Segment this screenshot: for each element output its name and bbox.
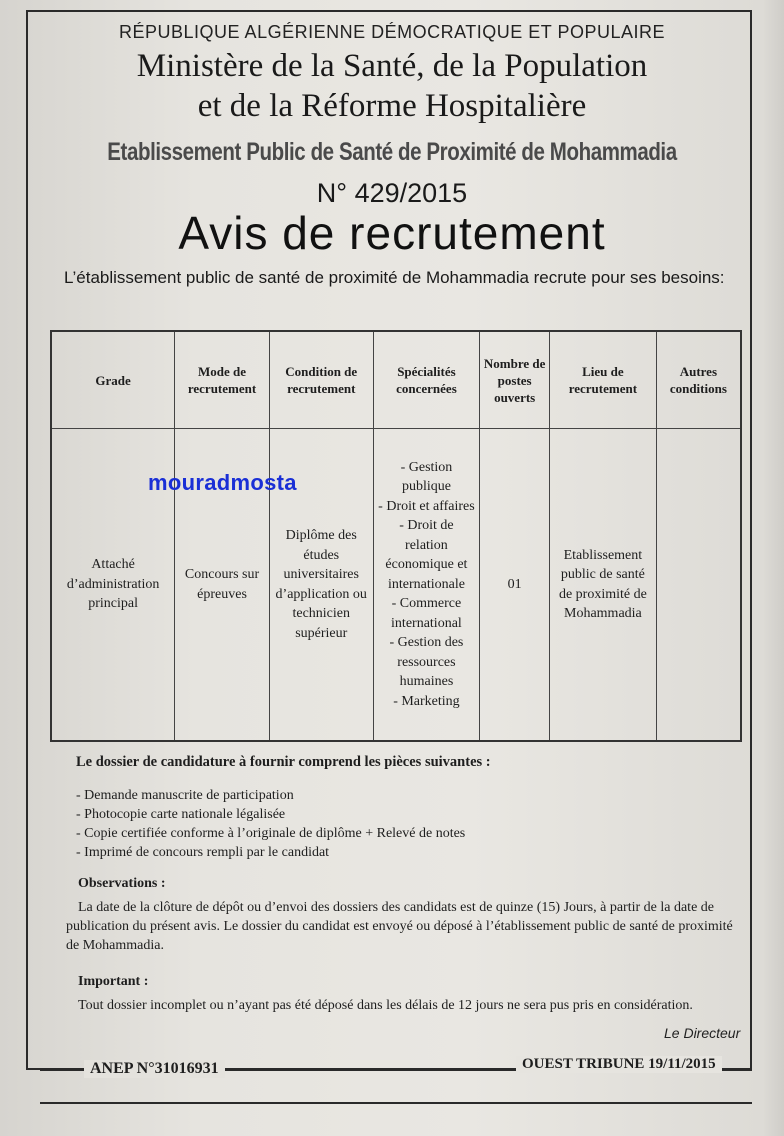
cell-nombre: 01	[480, 429, 550, 742]
observations-text: La date de la clôture de dépôt ou d’envoi des dossiers des candidats est de quinze (15) Jours, à partir de la date de publication du présent avis. Le dossier du candidat est envoyé ou déposé à l’établissement public de santé de proximité de Mohammadia.	[66, 900, 733, 953]
cell-condition: Diplôme des études universitaires d’application ou technicien supérieur	[269, 429, 373, 742]
watermark-text: mouradmosta	[148, 470, 297, 495]
specialite-item: - Marketing	[393, 693, 460, 709]
dossier-list	[76, 786, 766, 862]
recruitment-table	[50, 330, 742, 742]
establishment-heading: Etablissement Public de Santé de Proximité de Mohammadia	[107, 138, 677, 166]
cell-specialites	[373, 429, 480, 742]
header-mode: Mode de recrutement	[175, 331, 270, 429]
dossier-heading: Le dossier de candidature à fournir comprend les pièces suivantes :	[76, 754, 491, 770]
notice-title: Avis de recrutement	[178, 207, 606, 259]
list-item: - Photocopie carte nationale légalisée	[76, 807, 286, 822]
specialite-item: - Droit et affaires	[378, 498, 475, 514]
cell-mode: Concours sur épreuves	[175, 429, 270, 742]
notice-number: N° 429/2015	[316, 178, 468, 208]
newspaper-credit: OUEST TRIBUNE 19/11/2015	[516, 1056, 722, 1073]
page-edge-shadow	[764, 0, 784, 1136]
specialite-item: - Gestion publique	[400, 459, 453, 495]
republic-heading: RÉPUBLIQUE ALGÉRIENNE DÉMOCRATIQUE ET POPULAIRE	[119, 22, 665, 42]
important-heading: Important :	[78, 974, 149, 989]
observations-heading: Observations :	[78, 876, 166, 891]
intro-paragraph: L’établissement public de santé de proximité de Mohammadia recrute pour ses besoins:	[64, 268, 725, 287]
cell-grade: Attaché d’administration principal	[51, 429, 175, 742]
header-autres: Autres conditions	[656, 331, 741, 429]
specialite-item: - Gestion des ressources humaines	[389, 635, 464, 690]
specialite-item: - Droit de relation économique et internationale	[385, 518, 468, 592]
header-condition: Condition de recrutement	[269, 331, 373, 429]
header-grade: Grade	[51, 331, 175, 429]
anep-reference: ANEP N°31016931	[84, 1060, 225, 1078]
list-item: - Copie certifiée conforme à l’originale de diplôme + Relevé de notes	[76, 826, 466, 841]
header-specialites: Spécialités concernées	[373, 331, 480, 429]
list-item: - Imprimé de concours rempli par le candidat	[76, 845, 330, 860]
cell-lieu: Etablissement public de santé de proximité de Mohammadia	[550, 429, 657, 742]
bottom-divider	[40, 1102, 752, 1104]
important-text: Tout dossier incomplet ou n’ayant pas été déposé dans les délais de 12 jours ne sera pus pris en considération.	[78, 998, 693, 1013]
list-item: - Demande manuscrite de participation	[76, 788, 294, 803]
header-lieu: Lieu de recrutement	[550, 331, 657, 429]
ministry-heading	[0, 46, 784, 126]
specialite-item: - Commerce international	[391, 596, 462, 631]
cell-autres	[656, 429, 741, 742]
ministry-line-2: et de la Réforme Hospitalière	[197, 88, 587, 124]
ministry-line-1: Ministère de la Santé, de la Population	[136, 48, 648, 84]
signature: Le Directeur	[664, 1025, 741, 1041]
table-header-row	[51, 331, 741, 429]
header-nombre: Nombre de postes ouverts	[480, 331, 550, 429]
